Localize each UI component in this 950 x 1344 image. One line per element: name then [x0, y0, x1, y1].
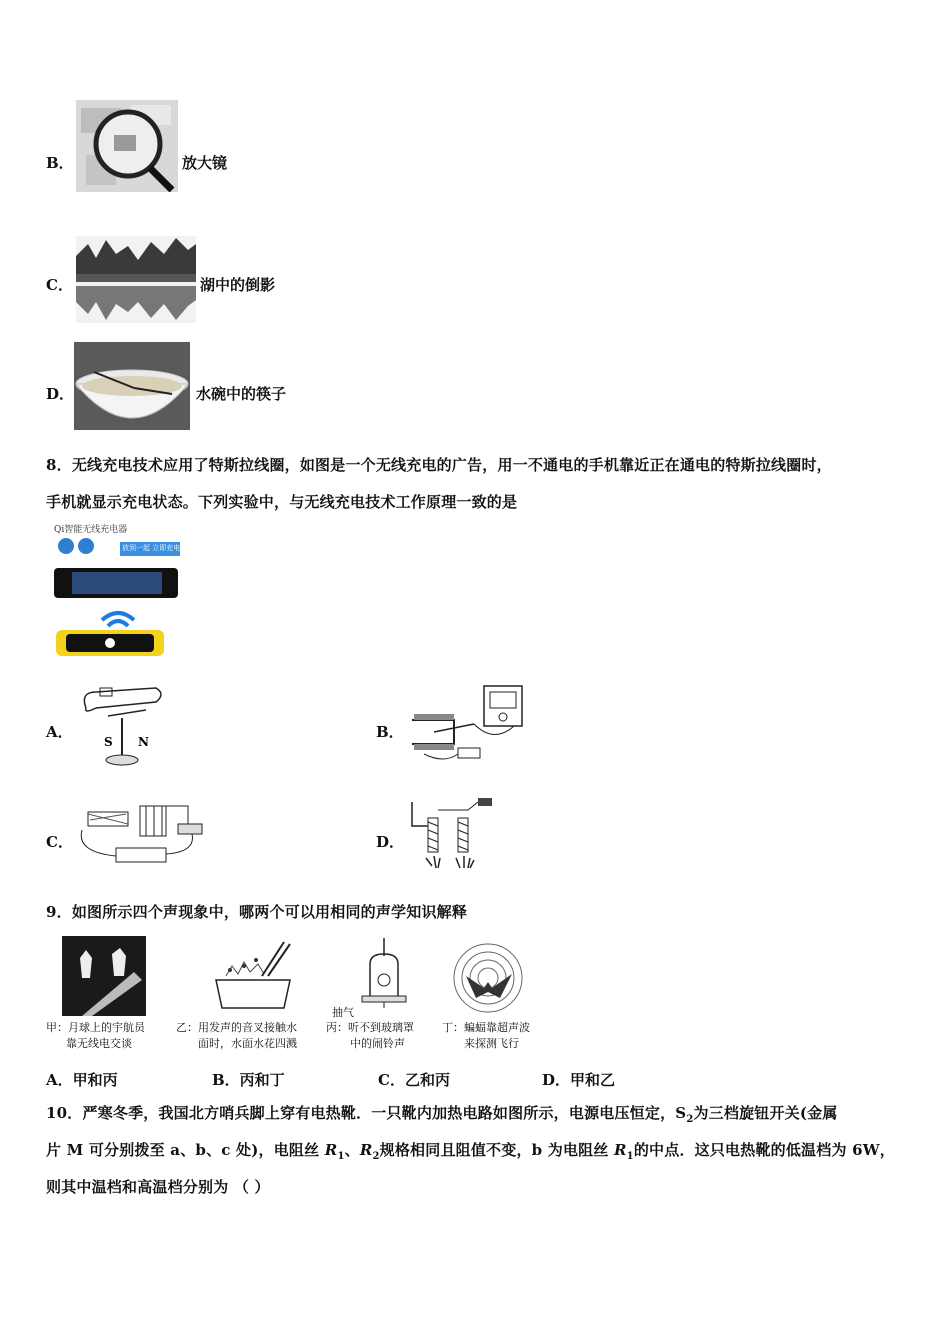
ad-title: Qi智能无线充电器: [54, 525, 128, 535]
q8-option-b-letter: B．: [376, 723, 404, 741]
q7-option-c-letter: C．: [46, 276, 73, 294]
q10-r1: R: [324, 1141, 338, 1159]
electromagnetic-induction-diagram: [404, 684, 528, 764]
q10-r2: R: [359, 1141, 373, 1159]
q9-caption-yi-line2: 面时，水面水花四溅: [198, 1037, 297, 1050]
q10-l2-c: 的中点．这只电热靴的低温档为 6W，: [633, 1141, 895, 1159]
q10-stem-line2: [46, 1139, 895, 1162]
q9-stem: 9．如图所示四个声现象中，哪两个可以用相同的声学知识解释: [46, 903, 468, 921]
pump-label: 抽气: [332, 1006, 354, 1019]
q10-l2-b: 规格相同且阻值不变，b 为电阻丝: [379, 1141, 614, 1159]
q9-caption-bing-line2: 中的闹铃声: [350, 1037, 405, 1050]
q7-option-b-letter: B．: [46, 154, 74, 172]
q9-caption-bing-line1: 丙：听不到玻璃罩: [326, 1021, 414, 1034]
q9-option-a: A．甲和丙: [46, 1071, 118, 1089]
ad-button-text: 放到一起 立即充电: [122, 544, 181, 552]
q9-option-d: D．甲和乙: [542, 1071, 616, 1089]
tuning-fork-water-image: [210, 936, 296, 1016]
q8-option-a-letter: A．: [46, 723, 73, 741]
q9-caption-jia: [46, 1020, 145, 1052]
bat-ultrasound-image: [452, 936, 528, 1016]
q10-stem-line1: [46, 1102, 838, 1125]
q10-r1-sub: 1: [337, 1151, 345, 1162]
astronauts-moon-image: [62, 936, 146, 1016]
chopsticks-bowl-photo: [74, 342, 190, 430]
q10-r1b-sub: 1: [626, 1151, 634, 1162]
q10-l1-b: 为三档旋钮开关(金属: [693, 1104, 838, 1122]
q10-l1-a: 10．严寒冬季，我国北方哨兵脚上穿有电热靴．一只靴内加热电路如图所示，电源电压恒定，S: [46, 1104, 687, 1122]
q7-option-b-text: 放大镜: [182, 154, 228, 172]
q9-caption-jia-line1: 甲：月球上的宇航员: [46, 1021, 145, 1034]
svg-text:S: S: [104, 735, 113, 749]
q7-option-d-letter: D．: [46, 385, 75, 403]
q9-option-c: C．乙和丙: [378, 1071, 450, 1089]
q10-r2-sub: 2: [372, 1151, 380, 1162]
q7-option-d-text: 水碗中的筷子: [196, 385, 287, 403]
electromagnet-circuit-diagram: [76, 796, 208, 870]
q8-stem-line1: 8．无线充电技术应用了特斯拉线圈，如图是一个无线充电的广告，用一不通电的手机靠近正在通电的特斯拉线圈时，: [46, 456, 832, 474]
q9-caption-yi-line1: 乙：用发声的音叉接触水: [176, 1021, 297, 1034]
electromagnet-pins-diagram: [408, 796, 500, 872]
q10-r1b: R: [614, 1141, 627, 1159]
q8-stem-line2: 手机就显示充电状态。下列实验中，与无线充电技术工作原理一致的是: [46, 493, 518, 511]
magnifier-photo: [76, 100, 178, 192]
q9-caption-jia-line2: 靠无线电交谈: [66, 1037, 132, 1050]
q9-caption-ding: [442, 1020, 530, 1052]
q9-caption-yi: [176, 1020, 297, 1052]
svg-text:N: N: [138, 735, 149, 749]
q9-caption-ding-line2: 来探测飞行: [464, 1037, 519, 1050]
bell-jar-image: [356, 936, 412, 1008]
q10-sep: 、: [344, 1141, 360, 1159]
q9-caption-bing: [326, 1020, 414, 1052]
oersted-experiment-diagram: [76, 684, 168, 768]
q7-option-c-text: 湖中的倒影: [200, 276, 276, 294]
q10-l1-sub: 2: [686, 1114, 694, 1125]
q9-option-b: B．丙和丁: [212, 1071, 285, 1089]
q10-l2-a: 片 M 可分别拨至 a、b、c 处)，电阻丝: [46, 1141, 325, 1159]
q9-caption-ding-line1: 丁：蝙蝠靠超声波: [442, 1021, 530, 1034]
wireless-charger-ad: [50, 520, 185, 660]
lake-reflection-photo: [76, 236, 196, 323]
q10-stem-line3: 则其中温档和高温档分别为 （ ）: [46, 1178, 270, 1196]
q8-option-c-letter: C．: [46, 833, 73, 851]
q8-option-d-letter: D．: [376, 833, 405, 851]
